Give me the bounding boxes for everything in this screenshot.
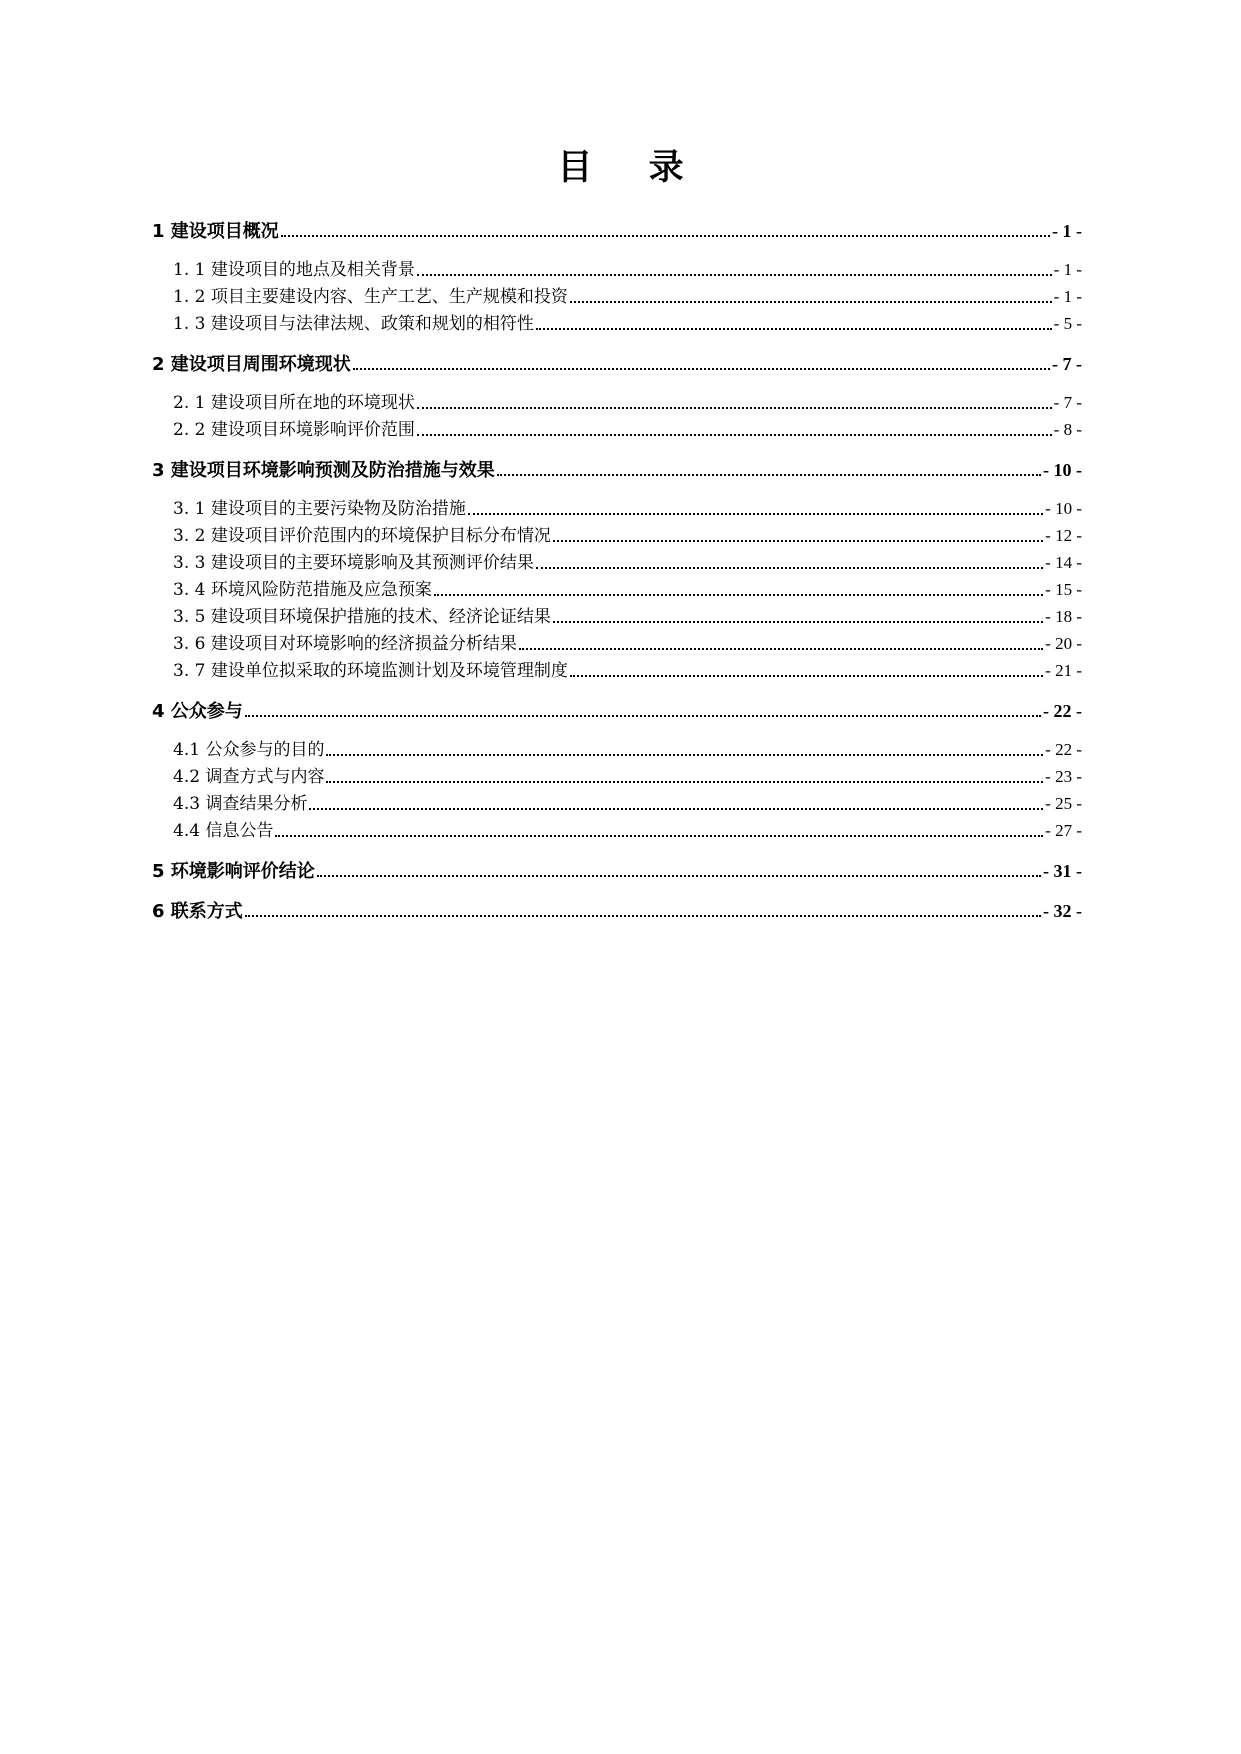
toc-entry-section-4-1[interactable] xyxy=(152,737,1082,763)
toc-entry-section-3-1[interactable] xyxy=(152,496,1082,522)
toc-leader-dots xyxy=(417,274,1052,276)
toc-entry-label: 3. 1 建设项目的主要污染物及防治措施 xyxy=(173,499,466,519)
toc-entry-label: 3. 6 建设项目对环境影响的经济损益分析结果 xyxy=(173,634,517,654)
toc-entry-page: - 20 - xyxy=(1045,634,1082,653)
toc-leader-dots xyxy=(570,675,1043,677)
toc-entry-label: 3. 5 建设项目环境保护措施的技术、经济论证结果 xyxy=(173,607,551,627)
toc-leader-dots xyxy=(353,368,1050,370)
toc-entry-page: - 7 - xyxy=(1052,354,1082,374)
toc-entry-section-3-7[interactable] xyxy=(152,658,1082,684)
toc-entry-section-1-2[interactable] xyxy=(152,284,1082,310)
toc-leader-dots xyxy=(281,235,1050,237)
toc-leader-dots xyxy=(309,808,1043,810)
toc-entry-label: 1. 3 建设项目与法律法规、政策和规划的相符性 xyxy=(173,314,534,334)
toc-entry-label: 1. 2 项目主要建设内容、生产工艺、生产规模和投资 xyxy=(173,287,568,307)
toc-entry-section-4[interactable] xyxy=(152,698,1082,724)
toc-leader-dots xyxy=(245,715,1041,717)
toc-entry-label: 2. 2 建设项目环境影响评价范围 xyxy=(173,420,415,440)
toc-entry-page: - 14 - xyxy=(1045,553,1082,572)
toc-entry-section-3-4[interactable] xyxy=(152,577,1082,603)
toc-entry-page: - 8 - xyxy=(1053,420,1082,439)
toc-leader-dots xyxy=(434,594,1043,596)
toc-entry-label: 3. 7 建设单位拟采取的环境监测计划及环境管理制度 xyxy=(173,661,568,681)
toc-entry-section-1-1[interactable] xyxy=(152,257,1082,283)
toc-entry-page: - 22 - xyxy=(1043,701,1082,721)
toc-entry-section-3-5[interactable] xyxy=(152,604,1082,630)
toc-entry-label: 4.2 调查方式与内容 xyxy=(173,767,325,787)
toc-entry-section-3-3[interactable] xyxy=(152,550,1082,576)
toc-entry-page: - 12 - xyxy=(1045,526,1082,545)
toc-entry-label: 1. 1 建设项目的地点及相关背景 xyxy=(173,260,415,280)
toc-leader-dots xyxy=(245,915,1041,917)
toc-entry-page: - 18 - xyxy=(1045,607,1082,626)
toc-title: 目 录 xyxy=(557,148,706,188)
toc-entry-page: - 32 - xyxy=(1043,901,1082,921)
toc-entry-label: 2. 1 建设项目所在地的环境现状 xyxy=(173,393,415,413)
toc-entry-section-4-3[interactable] xyxy=(152,791,1082,817)
toc-entry-label: 6 联系方式 xyxy=(152,901,243,922)
toc-entry-label: 5 环境影响评价结论 xyxy=(152,861,315,882)
toc-entry-section-1-3[interactable] xyxy=(152,311,1082,337)
toc-entry-label: 1 建设项目概况 xyxy=(152,221,279,242)
toc-entry-section-2-1[interactable] xyxy=(152,390,1082,416)
toc-leader-dots xyxy=(536,328,1052,330)
toc-entry-label: 3. 3 建设项目的主要环境影响及其预测评价结果 xyxy=(173,553,534,573)
toc-entry-section-1[interactable] xyxy=(152,218,1082,244)
toc-entry-label: 4.4 信息公告 xyxy=(173,821,274,841)
toc-leader-dots xyxy=(417,407,1052,409)
toc-entry-page: - 31 - xyxy=(1043,861,1082,881)
toc-entry-section-3[interactable] xyxy=(152,457,1082,483)
toc-entry-page: - 23 - xyxy=(1045,767,1082,786)
toc-entry-section-3-2[interactable] xyxy=(152,523,1082,549)
toc-leader-dots xyxy=(553,621,1043,623)
toc-entry-page: - 10 - xyxy=(1043,460,1082,480)
toc-entry-page: - 10 - xyxy=(1045,499,1082,518)
toc-leader-dots xyxy=(417,434,1052,436)
toc-leader-dots xyxy=(468,513,1043,515)
toc-entry-page: - 15 - xyxy=(1045,580,1082,599)
toc-entry-label: 2 建设项目周围环境现状 xyxy=(152,354,351,375)
toc-leader-dots xyxy=(519,648,1043,650)
toc-entry-label: 3. 4 环境风险防范措施及应急预案 xyxy=(173,580,432,600)
toc-entry-section-6[interactable] xyxy=(152,898,1082,924)
toc-leader-dots xyxy=(326,754,1043,756)
toc-leader-dots xyxy=(317,875,1041,877)
toc-entry-page: - 7 - xyxy=(1053,393,1082,412)
toc-entry-section-5[interactable] xyxy=(152,858,1082,884)
toc-entry-page: - 21 - xyxy=(1045,661,1082,680)
toc-entry-label: 3 建设项目环境影响预测及防治措施与效果 xyxy=(152,460,495,481)
toc-leader-dots xyxy=(553,540,1043,542)
toc-entry-label: 3. 2 建设项目评价范围内的环境保护目标分布情况 xyxy=(173,526,551,546)
toc-leader-dots xyxy=(275,835,1043,837)
toc-entry-page: - 27 - xyxy=(1045,821,1082,840)
toc-leader-dots xyxy=(497,474,1041,476)
toc-leader-dots xyxy=(536,567,1043,569)
toc-leader-dots xyxy=(326,781,1043,783)
toc-entry-page: - 25 - xyxy=(1045,794,1082,813)
toc-entry-section-4-2[interactable] xyxy=(152,764,1082,790)
toc-leader-dots xyxy=(570,301,1052,303)
toc-entry-page: - 1 - xyxy=(1052,221,1082,241)
toc-entry-label: 4 公众参与 xyxy=(152,701,243,722)
toc-entry-page: - 1 - xyxy=(1053,287,1082,306)
toc-entry-section-2[interactable] xyxy=(152,351,1082,377)
toc-entry-section-4-4[interactable] xyxy=(152,818,1082,844)
toc-entry-label: 4.3 调查结果分析 xyxy=(173,794,308,814)
toc-entry-section-3-6[interactable] xyxy=(152,631,1082,657)
toc-entry-section-2-2[interactable] xyxy=(152,417,1082,443)
toc-entry-page: - 1 - xyxy=(1053,260,1082,279)
toc-entry-page: - 5 - xyxy=(1053,314,1082,333)
toc-entry-label: 4.1 公众参与的目的 xyxy=(173,740,325,760)
toc-entry-page: - 22 - xyxy=(1045,740,1082,759)
